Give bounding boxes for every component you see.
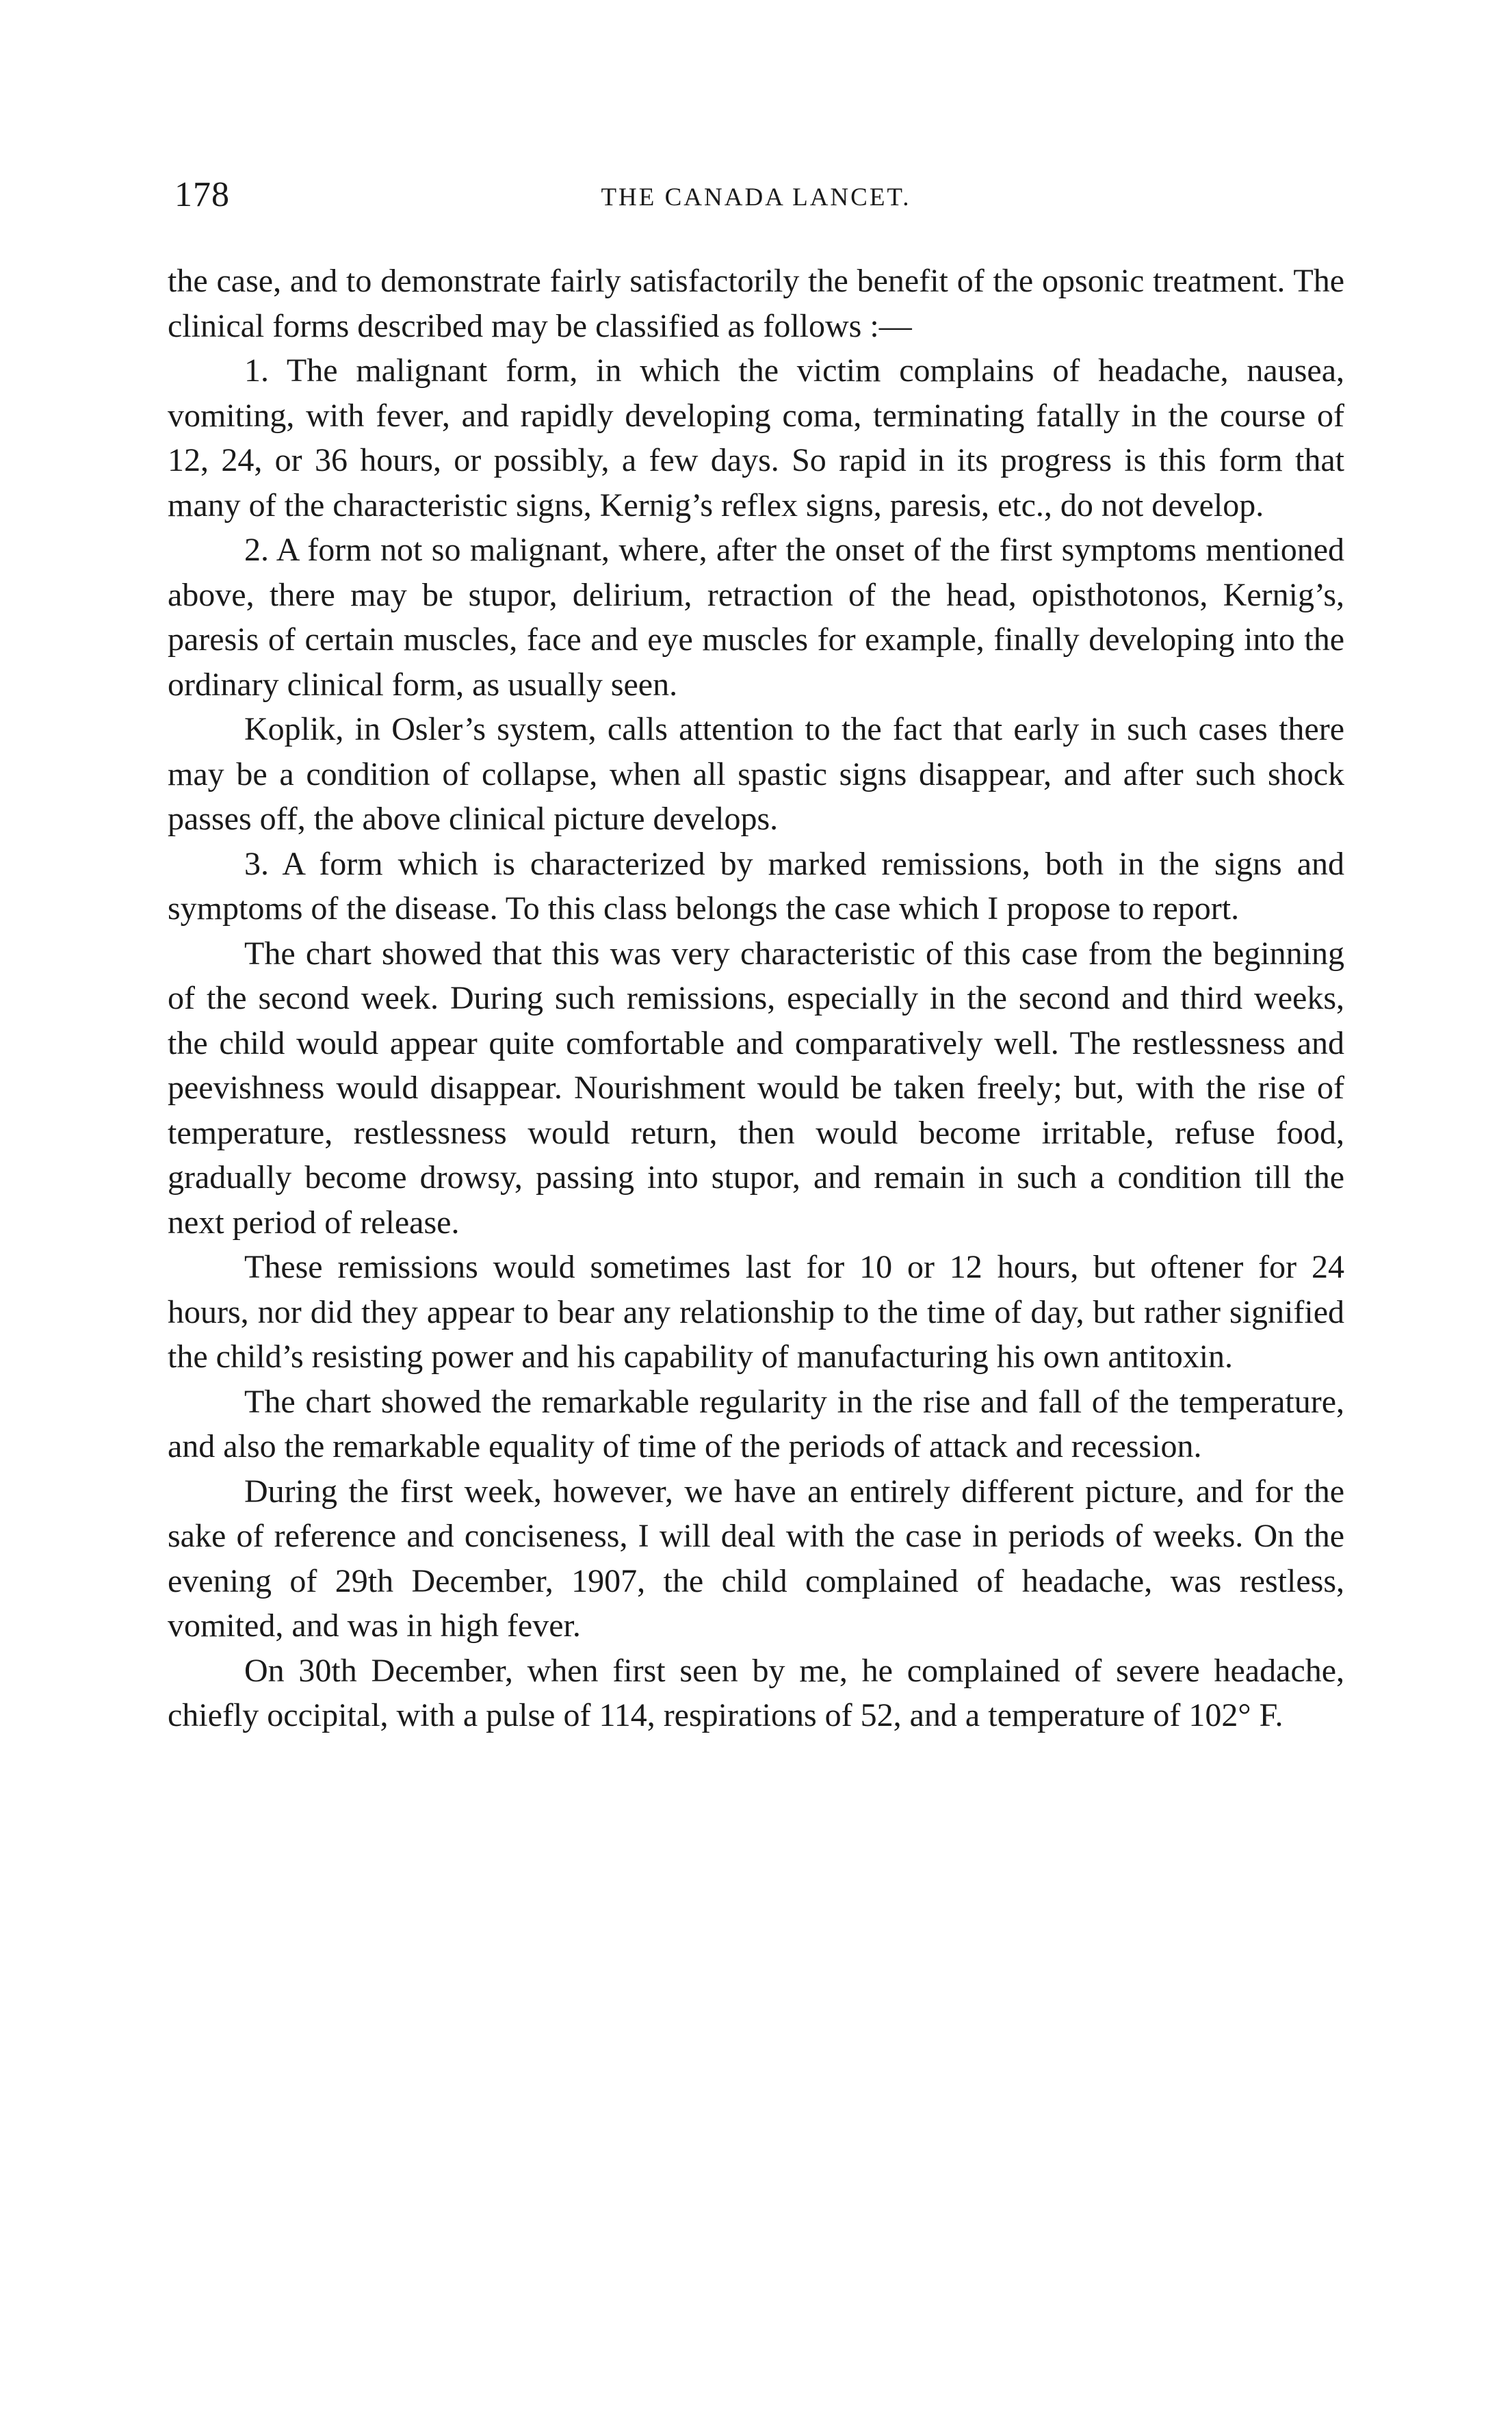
paragraph-chart-regularity: The chart showed the remarkable regularity in the rise and fall of the temperature, and also the remarkable equality of time of the periods of attack and recession. <box>168 1383 1344 1464</box>
paragraph-continuation: the case, and to demonstrate fairly satisfactorily the benefit of the opsonic treatment. The clinical forms described may be classified as follows :— <box>168 263 1344 344</box>
paragraph-malignant-form: 1. The malignant form, in which the victim complains of headache, nausea, vomiting, with fever, and rapidly developing coma, terminating fatally in the course of 12, 24, or 36 hours, or possibly, a few days. So rapid in its progress is this form that many of the characteristic signs, Kernig’s reflex signs, paresis, etc., do not develop. <box>168 352 1344 524</box>
paragraph-less-malignant-form: 2. A form not so malignant, where, after the onset of the first symptoms mentioned above, there may be stupor, delirium, retraction of the head, opisthotonos, Kernig’s, paresis of certain muscles, face and eye muscles for example, finally developing into the ordinary clinical form, as usually seen. <box>168 532 1344 703</box>
body-text <box>168 259 1344 1738</box>
running-head: THE CANADA LANCET. <box>601 183 911 211</box>
paragraph-koplik: Koplik, in Osler’s system, calls attention to the fact that early in such cases there may be a condition of collapse, when all spastic signs disappear, and after such shock passes off, the above clinical picture develops. <box>168 711 1344 837</box>
paragraph-remission-form: 3. A form which is characterized by marked remissions, both in the signs and symptoms of the disease. To this class belongs the case which I propose to report. <box>168 845 1344 927</box>
page-header <box>168 175 1344 229</box>
paragraph-30th-december: On 30th December, when first seen by me, he complained of severe headache, chiefly occipital, with a pulse of 114, respirations of 52, and a temperature of 102° F. <box>168 1652 1344 1733</box>
page-number: 178 <box>174 175 230 214</box>
paragraph-first-week: During the first week, however, we have an entirely different picture, and for the sake of reference and conciseness, I will deal with the case in periods of weeks. On the evening of 29th December, 1907, the child complained of headache, was restless, vomited, and was in high fever. <box>168 1473 1344 1644</box>
paragraph-chart-characteristic: The chart showed that this was very characteristic of this case from the beginning of the second week. During such remissions, especially in the second and third weeks, the child would appear quite comfortable and comparatively well. The restlessness and peevishness would disappear. Nourishment would be taken freely; but, with the rise of temperature, restlessness would return, then would become irritable, refuse food, gradually become drowsy, passing into stupor, and remain in such a condition till the next period of release. <box>168 935 1344 1241</box>
paragraph-remissions-duration: These remissions would sometimes last for 10 or 12 hours, but oftener for 24 hours, nor did they appear to bear any relationship to the time of day, but rather signified the child’s resisting power and his capability of manufacturing his own antitoxin. <box>168 1249 1344 1375</box>
